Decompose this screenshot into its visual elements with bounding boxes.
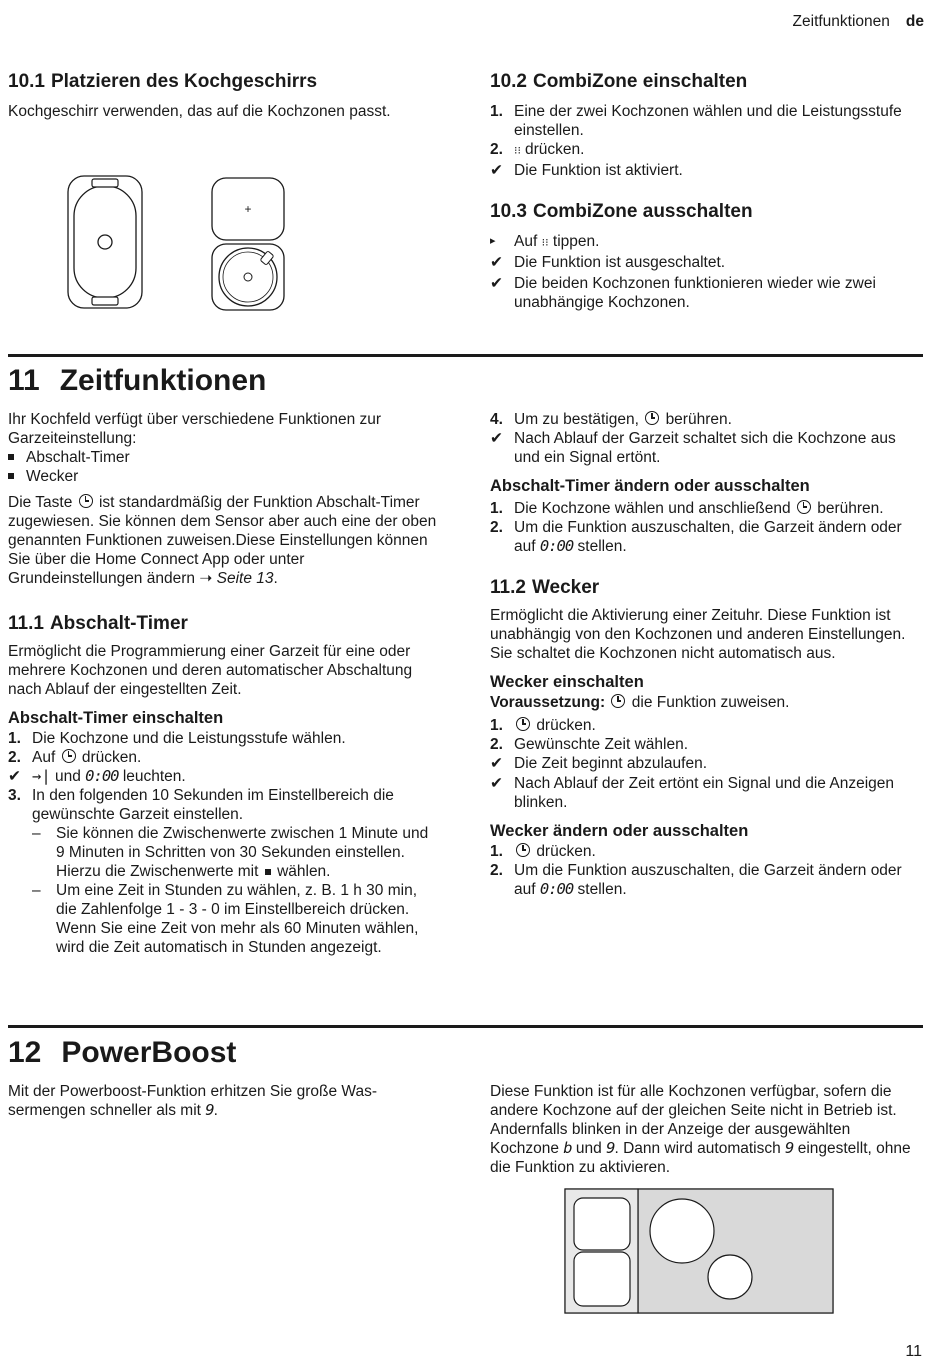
heading-11: 11 Zeitfunktionen — [8, 364, 267, 397]
paragraph-11: Die Taste ist standardmäßig der Funktion Abschalt-Timer zugewiesen. Sie können dem Sensor aber auch eine der oben genannten Funktionen zuweisen.Diese Einstellungen können Sie über die Home Connect App oder unter Grundeinstellungen ändern ➝ Seite 13. — [8, 494, 437, 587]
clock-icon — [797, 500, 811, 514]
header-lang: de — [905, 13, 924, 30]
section-10-1 — [8, 70, 428, 121]
heading-11-2: 11.2 Wecker — [490, 577, 600, 598]
subheading-timer-on: Abschalt-Timer einschalten — [8, 709, 224, 727]
section-10-2 — [490, 70, 925, 180]
timer-icon: →| — [32, 767, 51, 785]
result-item: ✔ Die beiden Kochzonen funktionieren wieder wie zwei unabhängige Kochzonen. — [490, 275, 876, 311]
display-nine: 9 — [606, 1139, 615, 1157]
result-item: ✔ Nach Ablauf der Zeit ertönt ein Signal und die Anzeigen blinken. — [490, 775, 895, 811]
step-item: 2. Auf drücken. — [8, 749, 142, 766]
display-zero: 0:00 — [539, 537, 574, 555]
heading-11-1: 11.1 Abschalt-Timer — [8, 613, 188, 634]
precondition: Voraussetzung: die Funktion zuweisen. — [490, 694, 790, 711]
clock-icon — [516, 843, 530, 857]
bullet-item: Abschalt-Timer — [8, 448, 438, 467]
header-section: Zeitfunktionen — [792, 13, 890, 30]
text-12-right: Diese Funktion ist für alle Kochzonen verfügbar, sofern die andere Kochzone auf der gleichen Seite nicht in Betrieb ist. Andernfalls blinken in der Anzeige der ausgewählten Kochzone b und 9. Dann wird automatisch 9 eingestellt, ohne die Funktion zu aktivieren. — [490, 1083, 911, 1176]
combizone-icon: ⁝⁝ — [541, 237, 549, 249]
section-divider — [8, 354, 923, 357]
step-item: 2. ⁝⁝ drücken. — [490, 140, 925, 161]
step-item: 1. drücken. — [490, 717, 596, 734]
subheading-alarm-change: Wecker ändern oder ausschalten — [490, 822, 749, 840]
heading-10-3: 10.3 CombiZone ausschalten — [490, 201, 753, 222]
step-item: 2. Gewünschte Zeit wählen. — [490, 736, 689, 753]
square-icon — [265, 869, 271, 875]
result-item: ✔ Nach Ablauf der Garzeit schaltet sich die Kochzone aus und ein Signal ertönt. — [490, 430, 896, 466]
subheading-alarm-on: Wecker einschalten — [490, 673, 644, 691]
step-item: ▸ Auf ⁝⁝ tippen. — [490, 232, 925, 253]
section-10-3 — [490, 200, 925, 312]
clock-icon — [611, 694, 625, 708]
page-link[interactable]: Seite 13 — [216, 570, 274, 587]
text-12-left: Mit der Powerboost-Funktion erhitzen Sie große Wassermengen schneller als mit 9. — [8, 1083, 377, 1119]
result-item: ✔ Die Funktion ist aktiviert. — [490, 162, 683, 179]
result-item: ✔ Die Funktion ist ausgeschaltet. — [490, 254, 726, 271]
display-zero: 0:00 — [539, 880, 574, 898]
result-item: ✔ →| und 0:00 leuchten. — [8, 767, 186, 785]
bullet-item: Wecker — [8, 467, 438, 486]
sub-item: – Sie können die Zwischenwerte zwischen 1 Minute und 9 Minuten in Schritten von 30 Sekunden einstellen. Hierzu die Zwischenwerte mit wählen. — [32, 825, 429, 880]
result-item: ✔ Die Zeit beginnt abzulaufen. — [490, 755, 708, 772]
step-item: 1. drücken. — [490, 843, 596, 860]
section-11-left — [8, 410, 438, 957]
step-item: 1. Die Kochzone und die Leistungsstufe wählen. — [8, 730, 346, 747]
section-12-left — [8, 1082, 433, 1120]
heading-12: 12 PowerBoost — [8, 1036, 237, 1069]
clock-icon — [62, 749, 76, 763]
clock-icon — [79, 494, 93, 508]
plus-icon: + — [244, 202, 252, 216]
step-item: 4. Um zu bestätigen, berühren. — [490, 411, 732, 428]
section-divider — [8, 1025, 923, 1028]
text-11-2: Ermöglicht die Aktivierung einer Zeituhr. Diese Funktion ist unabhängig von den Kochzonen und anderen Einstellungen. Sie schaltet die Kochzonen nicht automatisch aus. — [490, 607, 906, 662]
clock-icon — [516, 717, 530, 731]
step-item: 2. Um die Funktion auszuschalten, die Garzeit ändern oder auf 0:00 stellen. — [490, 519, 902, 555]
text-10-1: Kochgeschirr verwenden, das auf die Kochzonen passt. — [8, 103, 391, 120]
sub-item: – Um eine Zeit in Stunden zu wählen, z. B. 1 h 30 min, die Zahlenfolge 1 - 3 - 0 im Einstellbereich drücken. Wenn Sie eine Zeit von mehr als 60 Minuten wählen, wird die Zeit automatisch in Stunden angezeigt. — [32, 882, 419, 956]
subheading-timer-change: Abschalt-Timer ändern oder ausschalten — [490, 477, 810, 495]
section-11-right — [490, 410, 920, 899]
intro-11: Ihr Kochfeld verfügt über verschiedene Funktionen zur Garzeiteinstellung: — [8, 411, 382, 447]
hob-figure — [564, 1188, 834, 1314]
clock-icon — [645, 411, 659, 425]
page-number: 11 — [905, 1343, 922, 1360]
arrow-icon: ➝ — [199, 570, 213, 587]
step-item: 2. Um die Funktion auszuschalten, die Garzeit ändern oder auf 0:00 stellen. — [490, 862, 902, 898]
step-item: 3. In den folgenden 10 Sekunden im Einstellbereich die gewünschte Garzeit einstellen. — [8, 787, 394, 823]
display-b: b — [563, 1139, 572, 1157]
cookware-figure — [66, 172, 290, 312]
step-item: 1. Die Kochzone wählen und anschließend berühren. — [490, 500, 884, 517]
display-nine: 9 — [205, 1101, 214, 1119]
step-item: 1. Eine der zwei Kochzonen wählen und die Leistungsstufe einstellen. — [490, 103, 902, 139]
heading-10-1: 10.1 Platzieren des Kochgeschirrs — [8, 71, 318, 92]
heading-10-2: 10.2 CombiZone einschalten — [490, 71, 748, 92]
running-header — [793, 12, 924, 31]
display-zero: 0:00 — [85, 767, 119, 785]
text-11-1: Ermöglicht die Programmierung einer Garzeit für eine oder mehrere Kochzonen und deren automatischer Abschaltung nach Ablauf der eingestellten Zeit. — [8, 643, 413, 698]
display-nine: 9 — [785, 1139, 794, 1157]
section-12-right — [490, 1082, 922, 1177]
combizone-icon: ⁝⁝ — [514, 145, 521, 157]
